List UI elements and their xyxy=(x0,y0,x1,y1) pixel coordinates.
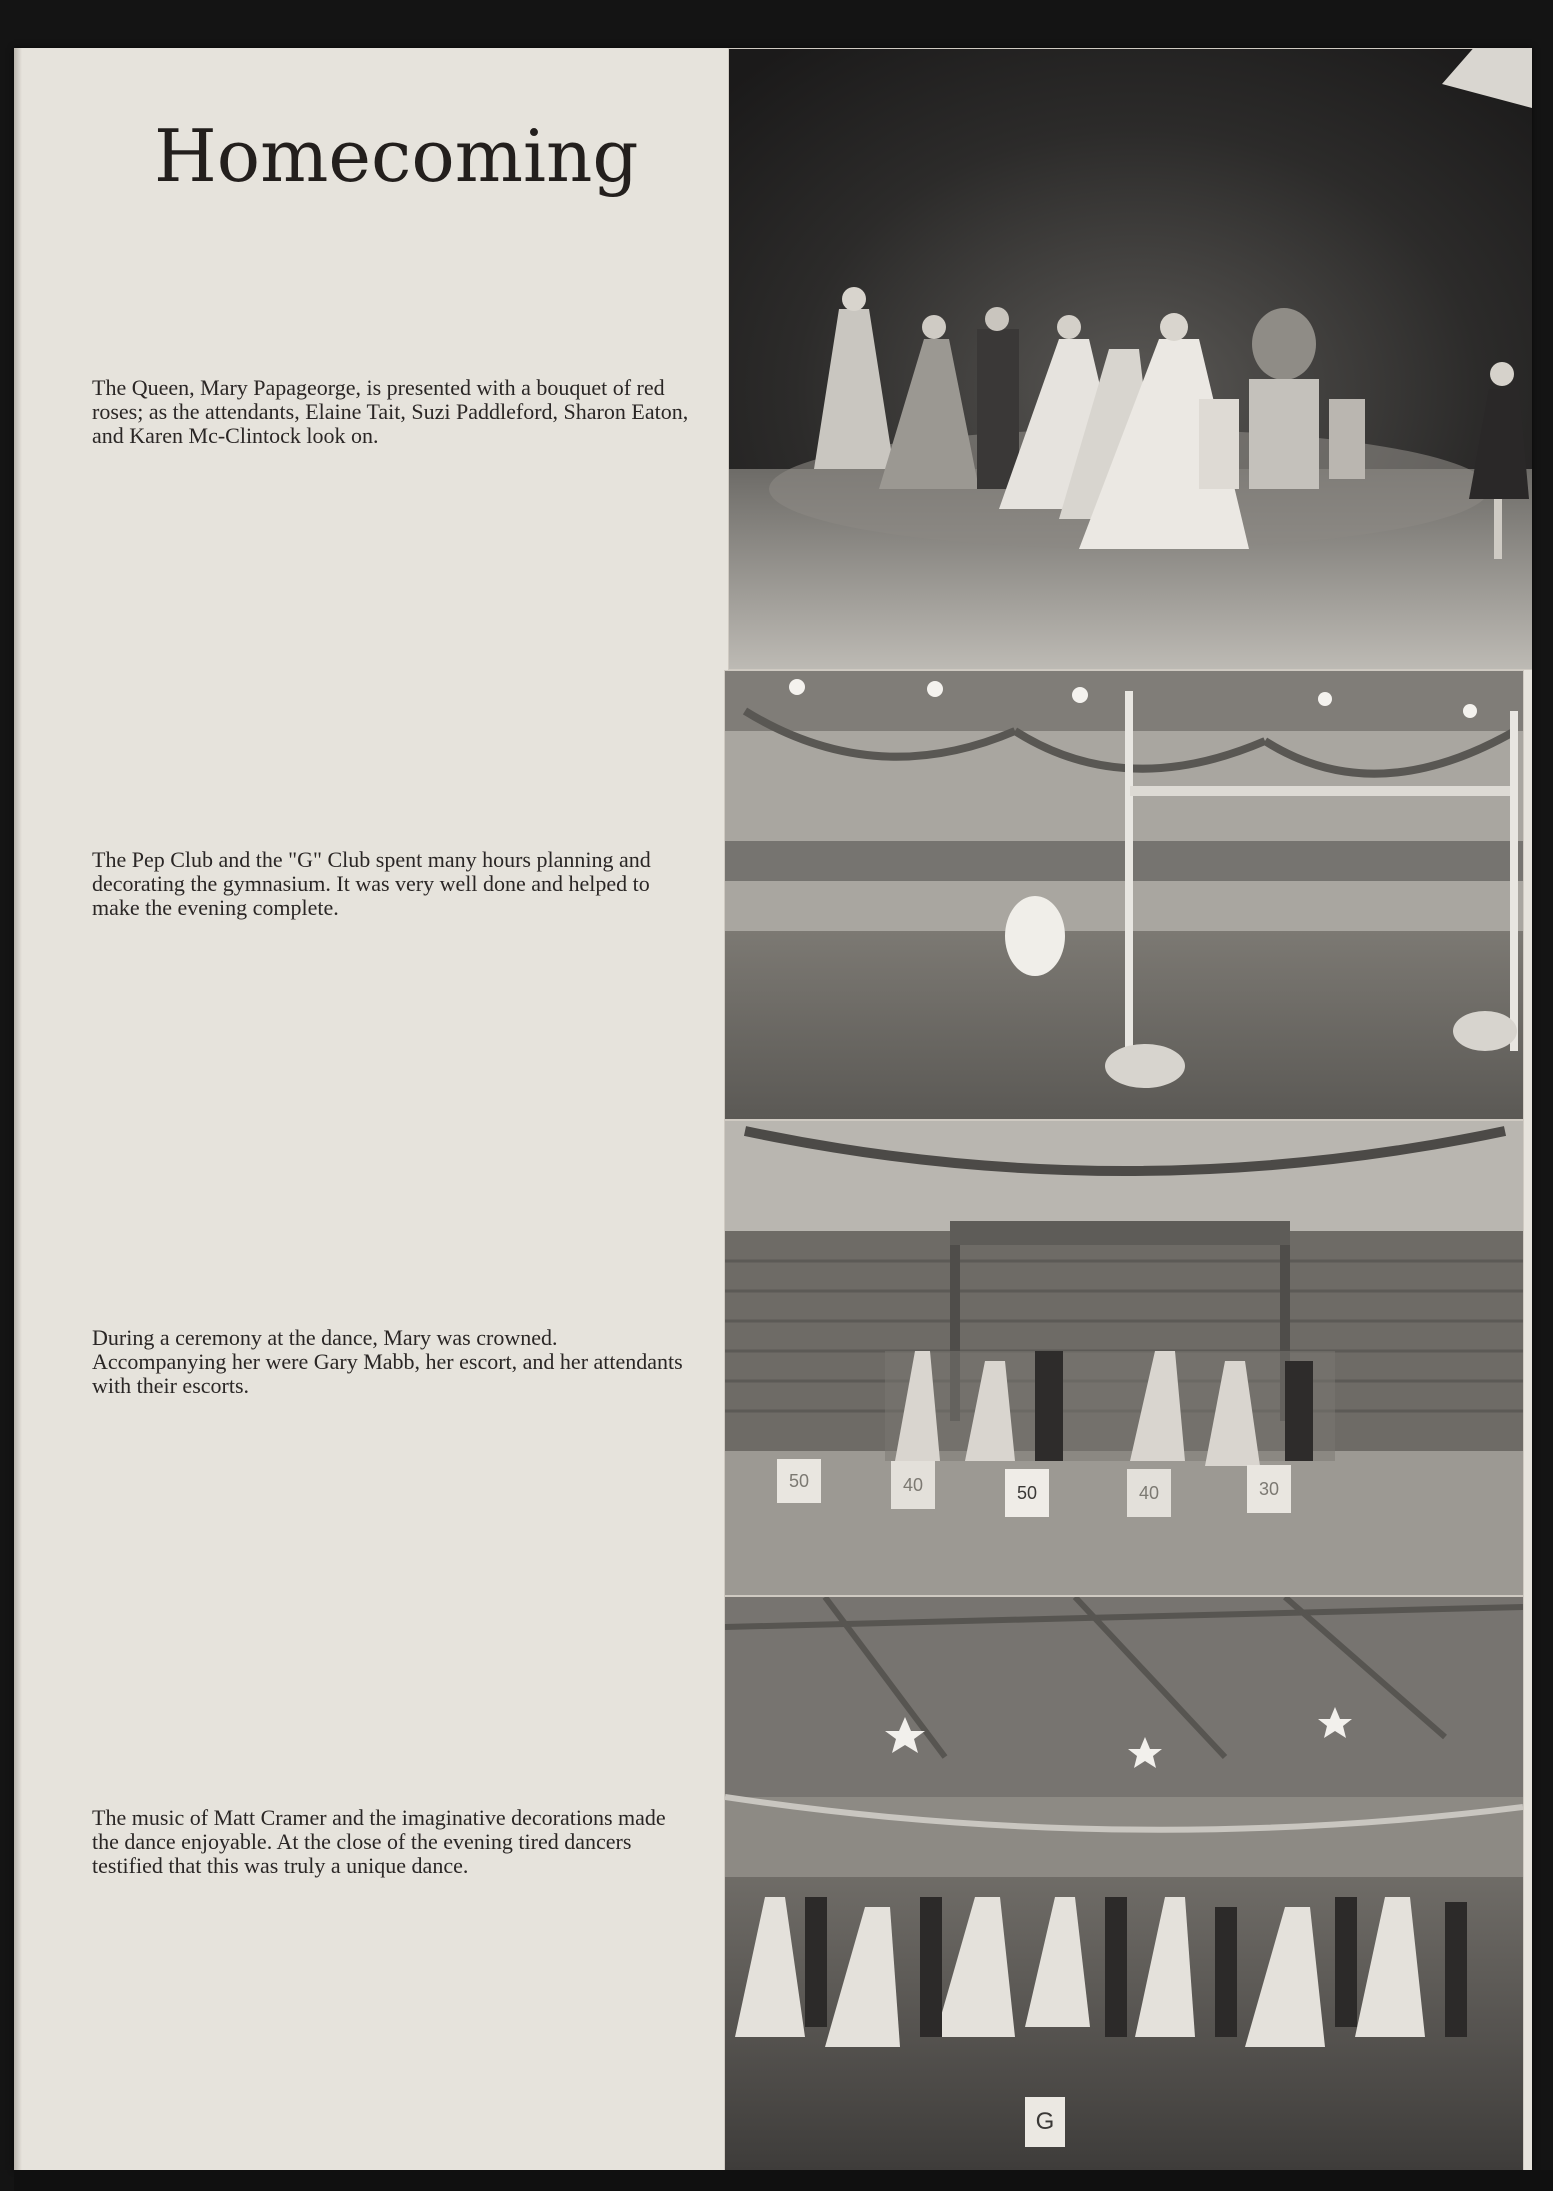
page-title: Homecoming xyxy=(154,114,639,198)
caption-coronation: During a ceremony at the dance, Mary was crowned. Accompanying her were Gary Mabb, her escort, and her attendants with their escorts. xyxy=(92,1325,683,1398)
photo-gym-decorations xyxy=(724,670,1524,1120)
photo-sign-3: 50 xyxy=(1005,1469,1049,1517)
caption-gym-decorations: The Pep Club and the "G" Club spent many hours planning and decorating the gymnasium. It was very well done and helped to make the evening complete. xyxy=(92,847,651,920)
photo-sign-g: G xyxy=(1025,2097,1065,2147)
caption-queen-presentation: The Queen, Mary Papageorge, is presented with a bouquet of red roses; as the attendants, Elaine Tait, Suzi Paddleford, Sharon Eaton, and Karen Mc-Clintock look on. xyxy=(92,375,689,448)
photo-coronation xyxy=(724,1120,1524,1596)
yearbook-page xyxy=(14,48,1532,2170)
photo-sign-4: 40 xyxy=(1127,1469,1171,1517)
photo-queen-presentation xyxy=(728,48,1532,670)
photo-sign-5: 30 xyxy=(1247,1465,1291,1513)
photo-sign-1: 50 xyxy=(777,1459,821,1503)
page-binding-edge xyxy=(14,48,22,2170)
photo-sign-2: 40 xyxy=(891,1461,935,1509)
page-bottom-shadow xyxy=(14,2170,1553,2191)
photo-dance-floor xyxy=(724,1596,1524,2170)
caption-dance-music: The music of Matt Cramer and the imaginative decorations made the dance enjoyable. At the close of the evening tired dancers testified that this was truly a unique dance. xyxy=(92,1805,666,1878)
